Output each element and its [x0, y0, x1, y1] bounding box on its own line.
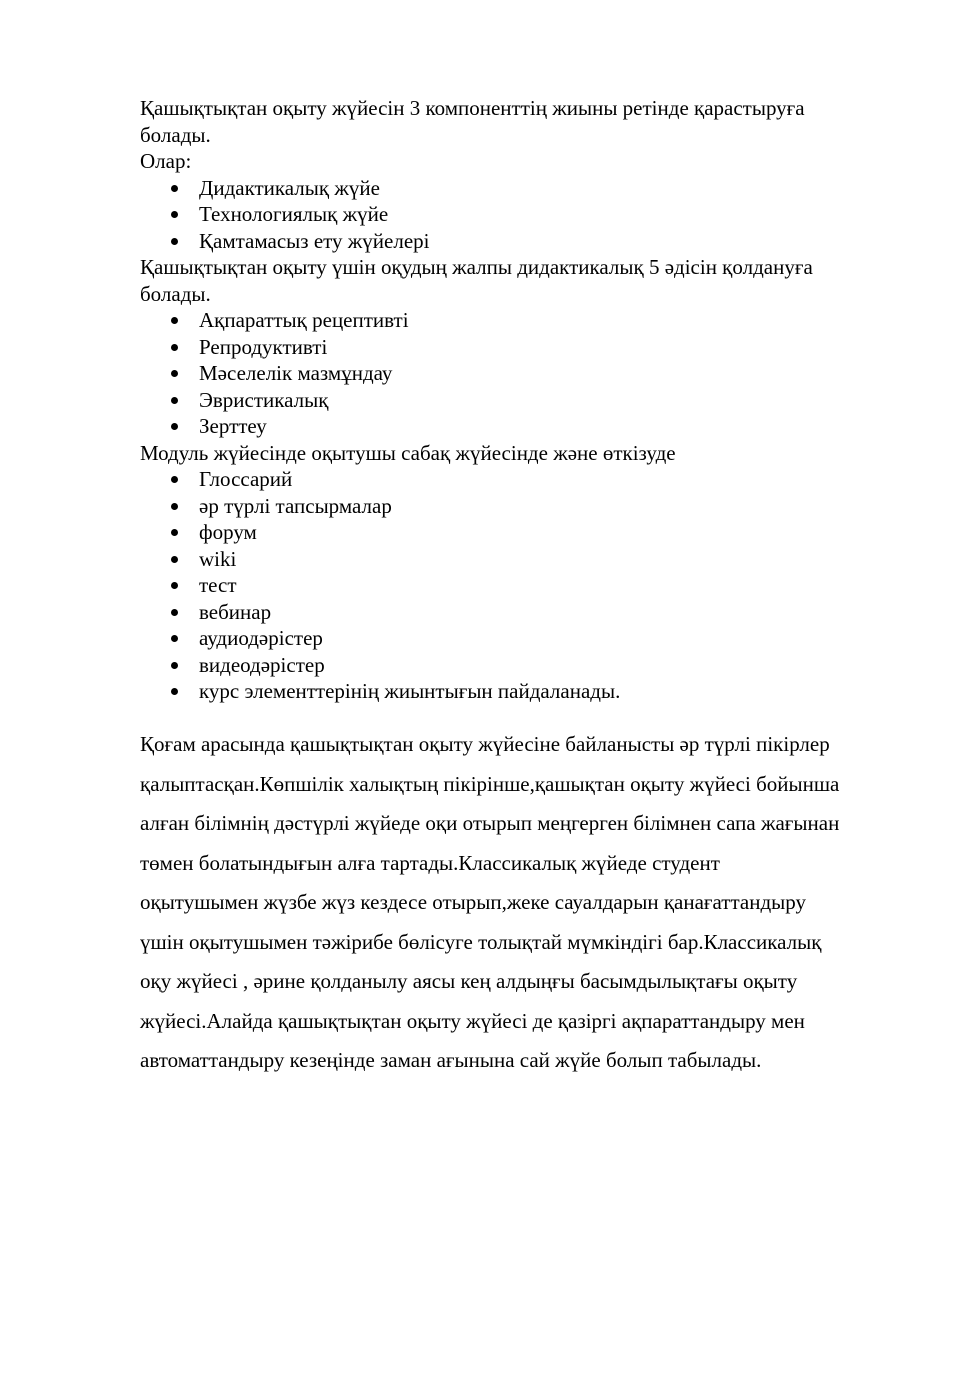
paragraph-line: үшін оқытушымен тәжірибе бөлісуге толықтай мүмкіндігі бар.Классикалық	[140, 929, 822, 954]
list-item: Репродуктивті	[140, 334, 813, 361]
intro-label: Олар:	[140, 149, 192, 173]
list-item: Қамтамасыз ету жүйелері	[140, 228, 813, 255]
list-item: аудиодәрістер	[140, 625, 813, 652]
list-item: Зерттеу	[140, 413, 813, 440]
list-item: вебинар	[140, 599, 813, 626]
list-item: wiki	[140, 546, 813, 573]
components-list	[140, 175, 813, 255]
module-line: Модуль жүйесінде оқытушы сабақ жүйесінде және өткізуде	[140, 440, 676, 465]
list-item: Технологиялық жүйе	[140, 201, 813, 228]
document-body	[140, 95, 813, 705]
paragraph-line: төмен болатындығын алға тартады.Классикалық жүйеде студент	[140, 850, 720, 875]
list-item: Глоссарий	[140, 466, 813, 493]
paragraph-line: қалыптасқан.Көпшілік халықтың пікірінше,қашықтан оқыту жүйесі бойынша	[140, 771, 840, 796]
module-list	[140, 466, 813, 705]
list-item: видеодәрістер	[140, 652, 813, 679]
methods-line: болады.	[140, 281, 211, 306]
list-item: Дидактикалық жүйе	[140, 175, 813, 202]
paragraph-line: Қоғам арасында қашықтықтан оқыту жүйесіне байланысты әр түрлі пікірлер	[140, 732, 830, 756]
paragraph-line: оқытушымен жүзбе жүз кездесе отырып,жеке сауалдарын қанағаттандыру	[140, 890, 806, 914]
list-item: Мәселелік мазмұндау	[140, 360, 813, 387]
paragraph-line: алған білімнің дәстүрлі жүйеде оқи отырып меңгерген білімнен сапа жағынан	[140, 811, 840, 835]
list-item: форум	[140, 519, 813, 546]
paragraph-line: оқу жүйесі , әрине қолданылу аясы кең алдыңғы басымдылықтағы оқыту	[140, 969, 798, 993]
list-item: Ақпараттық рецептивті	[140, 307, 813, 334]
list-item: тест	[140, 572, 813, 599]
list-item: әр түрлі тапсырмалар	[140, 493, 813, 520]
methods-line: Қашықтықтан оқыту үшін оқудың жалпы дидактикалық 5 әдісін қолдануға	[140, 255, 813, 279]
list-item: Эвристикалық	[140, 387, 813, 414]
paragraph-line: автоматтандыру кезеңінде заман ағынына сай жүйе болып табылады.	[140, 1048, 762, 1072]
paragraph-line: жүйесі.Алайда қашықтықтан оқыту жүйесі де қазіргі ақпараттандыру мен	[140, 1008, 805, 1033]
list-item: курс элементтерінің жиынтығын пайдаланады.	[140, 678, 813, 705]
intro-line: Қашықтықтан оқыту жүйесін 3 компоненттің жиыны ретінде қарастыруға	[140, 96, 805, 120]
methods-list	[140, 307, 813, 440]
intro-line: болады.	[140, 122, 211, 147]
closing-paragraph	[140, 725, 839, 1081]
